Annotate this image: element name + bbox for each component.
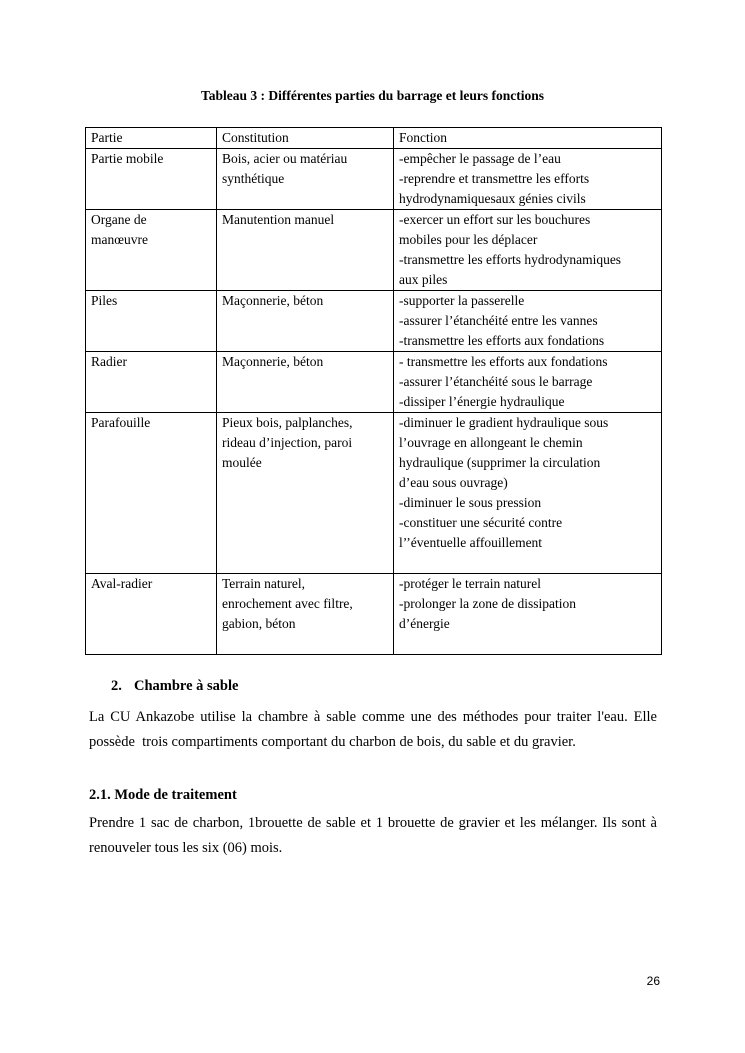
cell-text: Manutention manuel <box>222 212 335 227</box>
header-fonction: Fonction <box>394 128 662 149</box>
cell-text: manœuvre <box>91 232 148 247</box>
cell-constitution <box>217 574 394 655</box>
cell-text: - transmettre les efforts aux fondations <box>399 354 608 369</box>
cell-constitution <box>217 149 394 210</box>
cell-partie <box>86 413 217 574</box>
cell-fonction <box>394 149 662 210</box>
table-row <box>86 210 662 291</box>
cell-text: l’ouvrage en allongeant le chemin <box>399 435 583 450</box>
cell-constitution <box>217 413 394 574</box>
cell-text: Maçonnerie, béton <box>222 293 324 308</box>
cell-text: Aval-radier <box>91 576 153 591</box>
cell-text: Parafouille <box>91 415 151 430</box>
cell-text: -reprendre et transmettre les efforts <box>399 171 590 186</box>
cell-text: -diminuer le gradient hydraulique sous <box>399 415 609 430</box>
table-row <box>86 352 662 413</box>
table-row <box>86 149 662 210</box>
cell-text: l’’éventuelle affouillement <box>399 535 543 550</box>
section-heading-mode-de-traitement: 2.1. Mode de traitement <box>89 787 237 803</box>
cell-partie <box>86 574 217 655</box>
cell-text: rideau d’injection, paroi <box>222 435 353 450</box>
table-row <box>86 291 662 352</box>
cell-text: Pieux bois, palplanches, <box>222 415 353 430</box>
cell-text: Bois, acier ou matériau <box>222 151 348 166</box>
cell-text: -constituer une sécurité contre <box>399 515 563 530</box>
cell-fonction <box>394 291 662 352</box>
cell-constitution <box>217 352 394 413</box>
header-partie: Partie <box>86 128 217 149</box>
section-title: Chambre à sable <box>134 678 239 694</box>
cell-partie <box>86 352 217 413</box>
cell-text: Organe de <box>91 212 147 227</box>
cell-text: Piles <box>91 293 118 308</box>
page-number: 26 <box>646 974 660 988</box>
cell-text: hydraulique (supprimer la circulation <box>399 455 601 470</box>
section-heading-chambre-a-sable <box>111 678 238 695</box>
table-row <box>86 574 662 655</box>
cell-text: mobiles pour les déplacer <box>399 232 538 247</box>
cell-fonction <box>394 574 662 655</box>
paragraph-line: renouveler tous les six (06) mois. <box>89 840 283 856</box>
cell-text: -transmettre les efforts hydrodynamiques <box>399 252 622 267</box>
cell-text: -exercer un effort sur les bouchures <box>399 212 591 227</box>
dam-parts-table <box>85 127 662 655</box>
cell-constitution <box>217 210 394 291</box>
cell-text: d’énergie <box>399 616 450 631</box>
cell-constitution <box>217 291 394 352</box>
cell-partie <box>86 210 217 291</box>
cell-partie <box>86 291 217 352</box>
table-caption: Tableau 3 : Différentes parties du barrage et leurs fonctions <box>200 88 545 103</box>
paragraph-line: La CU Ankazobe utilise la chambre à sable comme une des méthodes pour traiter l'eau. Elle <box>89 709 657 725</box>
cell-text: Maçonnerie, béton <box>222 354 324 369</box>
cell-text: enrochement avec filtre, <box>222 596 353 611</box>
table-header-row <box>86 128 662 149</box>
cell-text: gabion, béton <box>222 616 296 631</box>
table-row <box>86 413 662 574</box>
cell-text: -protéger le terrain naturel <box>399 576 542 591</box>
cell-text: synthétique <box>222 171 285 186</box>
cell-text: -dissiper l’énergie hydraulique <box>399 394 565 409</box>
paragraph-line: Prendre 1 sac de charbon, 1brouette de sable et 1 brouette de gravier et les mélanger. Ils sont à <box>89 815 657 831</box>
paragraph-line: possède trois compartiments comportant du charbon de bois, du sable et du gravier. <box>89 734 576 750</box>
cell-partie <box>86 149 217 210</box>
section21-paragraph <box>89 811 657 861</box>
cell-text: -assurer l’étanchéité sous le barrage <box>399 374 593 389</box>
cell-text: moulée <box>222 455 262 470</box>
cell-text: -prolonger la zone de dissipation <box>399 596 576 611</box>
cell-text: -assurer l’étanchéité entre les vannes <box>399 313 598 328</box>
cell-spacer <box>399 634 656 654</box>
cell-text: hydrodynamiquesaux génies civils <box>399 191 586 206</box>
cell-spacer <box>399 553 656 573</box>
cell-fonction <box>394 352 662 413</box>
cell-text: Radier <box>91 354 127 369</box>
header-constitution: Constitution <box>217 128 394 149</box>
section-number: 2. <box>111 678 122 694</box>
cell-text: -supporter la passerelle <box>399 293 525 308</box>
cell-text: -transmettre les efforts aux fondations <box>399 333 605 348</box>
cell-text: -empêcher le passage de l’eau <box>399 151 561 166</box>
cell-text: Terrain naturel, <box>222 576 306 591</box>
cell-text: d’eau sous ouvrage) <box>399 475 508 490</box>
cell-fonction <box>394 413 662 574</box>
cell-text: Partie mobile <box>91 151 164 166</box>
cell-fonction <box>394 210 662 291</box>
cell-text: aux piles <box>399 272 448 287</box>
section2-paragraph <box>89 705 657 755</box>
cell-text: -diminuer le sous pression <box>399 495 542 510</box>
